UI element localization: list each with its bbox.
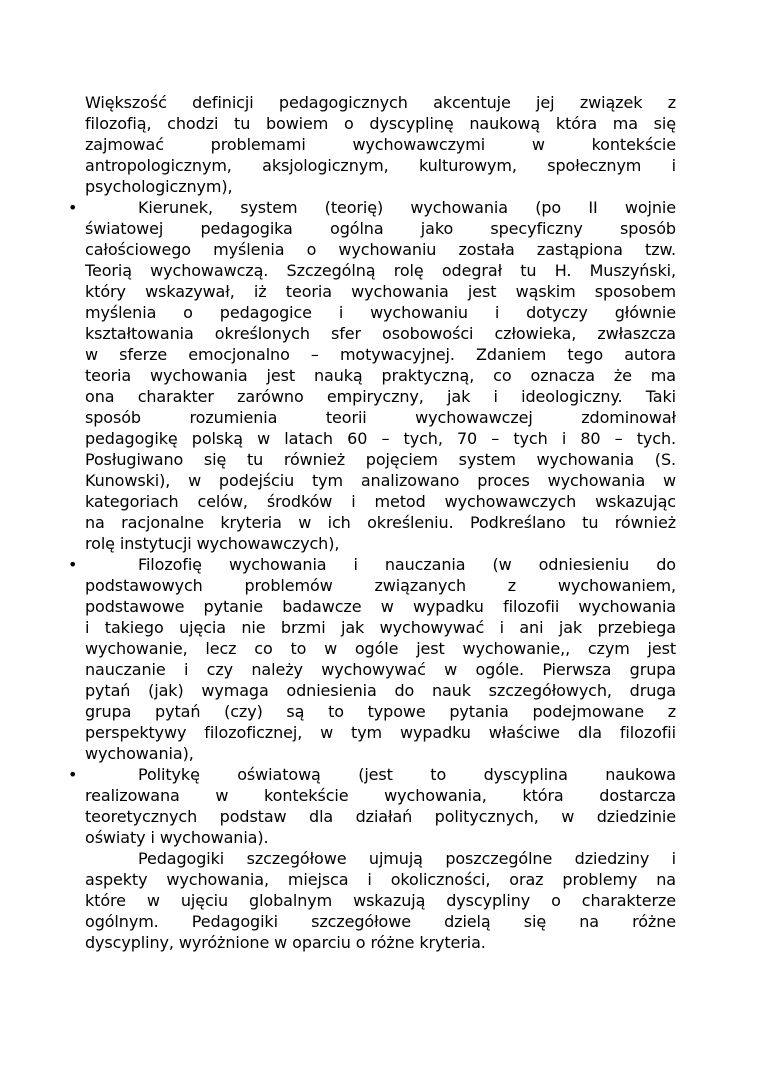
text-line: ogólnym. Pedagogiki szczegółowe dzielą się na różne <box>85 912 676 931</box>
text-line: grupa pytań (czy) są to typowe pytania podejmowane z <box>85 702 676 721</box>
text-line: Większość definicji pedagogicznych akcentuje jej związek z <box>85 93 676 112</box>
text-line: całościowego myślenia o wychowaniu została zastąpiona tzw. <box>85 240 676 259</box>
text-line: ona charakter zarówno empiryczny, jak i ideologiczny. Taki <box>85 387 676 406</box>
text-line: Kierunek, system (teorię) wychowania (po II wojnie <box>138 198 676 217</box>
text-line: realizowana w kontekście wychowania, która dostarcza <box>85 786 676 805</box>
text-line: rolę instytucji wychowawczych), <box>85 534 340 553</box>
bullet-item <box>68 554 676 764</box>
text-line: Posługiwano się tu również pojęciem system wychowania (S. <box>85 450 676 469</box>
paragraph <box>85 848 676 953</box>
text-line: aspekty wychowania, miejsca i okoliczności, oraz problemy na <box>85 870 676 889</box>
text-line: myślenia o pedagogice i wychowaniu i dotyczy głównie <box>85 303 676 322</box>
text-line: antropologicznym, aksjologicznym, kulturowym, społecznym i <box>85 156 676 175</box>
text-line: na racjonalne kryteria w ich określeniu. Podkreślano tu również <box>85 513 676 532</box>
bullet-icon: • <box>68 555 78 574</box>
text-line: zajmować problemami wychowawczymi w kontekście <box>85 135 676 154</box>
text-line: wychowanie, lecz co to w ogóle jest wychowanie,, czym jest <box>85 639 676 658</box>
text-block <box>68 92 676 953</box>
bullet-icon: • <box>68 765 78 784</box>
text-line: teoria wychowania jest nauką praktyczną, co oznacza że ma <box>85 366 676 385</box>
text-line: kategoriach celów, środków i metod wychowawczych wskazując <box>85 492 676 511</box>
bullet-item <box>68 764 676 848</box>
text-line: które w ujęciu globalnym wskazują dyscypliny o charakterze <box>85 891 676 910</box>
text-line: światowej pedagogika ogólna jako specyficzny sposób <box>85 219 676 238</box>
text-line: Politykę oświatową (jest to dyscyplina naukowa <box>138 765 676 784</box>
text-line: dyscypliny, wyróżnione w oparciu o różne kryteria. <box>85 933 486 952</box>
text-line: psychologicznym), <box>85 177 233 196</box>
text-line: wychowania), <box>85 744 194 763</box>
text-line: Teorią wychowawczą. Szczególną rolę odegrał tu H. Muszyński, <box>85 261 676 280</box>
text-line: Pedagogiki szczegółowe ujmują poszczególne dziedziny i <box>138 849 676 868</box>
text-line: pytań (jak) wymaga odniesienia do nauk szczegółowych, druga <box>85 681 676 700</box>
text-line: podstawowych problemów związanych z wychowaniem, <box>85 576 676 595</box>
bullet-item <box>68 197 676 554</box>
text-line: podstawowe pytanie badawcze w wypadku filozofii wychowania <box>85 597 676 616</box>
text-line: Filozofię wychowania i nauczania (w odniesieniu do <box>138 555 676 574</box>
text-line: perspektywy filozoficznej, w tym wypadku właściwe dla filozofii <box>85 723 676 742</box>
text-line: i takiego ujęcia nie brzmi jak wychowywać i ani jak przebiega <box>85 618 676 637</box>
text-line: pedagogikę polską w latach 60 – tych, 70 – tych i 80 – tych. <box>85 429 676 448</box>
text-line: teoretycznych podstaw dla działań politycznych, w dziedzinie <box>85 807 676 826</box>
text-line: filozofią, chodzi tu bowiem o dyscyplinę naukową która ma się <box>85 114 676 133</box>
text-line: sposób rozumienia teorii wychowawczej zdominował <box>85 408 676 427</box>
bullet-icon: • <box>68 198 78 217</box>
paragraph <box>85 92 676 197</box>
text-line: nauczanie i czy należy wychowywać w ogóle. Pierwsza grupa <box>85 660 676 679</box>
text-line: oświaty i wychowania). <box>85 828 269 847</box>
text-line: który wskazywał, iż teoria wychowania jest wąskim sposobem <box>85 282 676 301</box>
text-line: Kunowski), w podejściu tym analizowano proces wychowania w <box>85 471 676 490</box>
text-line: kształtowania określonych sfer osobowości człowieka, zwłaszcza <box>85 324 676 343</box>
text-line: w sferze emocjonalno – motywacyjnej. Zdaniem tego autora <box>85 345 676 364</box>
